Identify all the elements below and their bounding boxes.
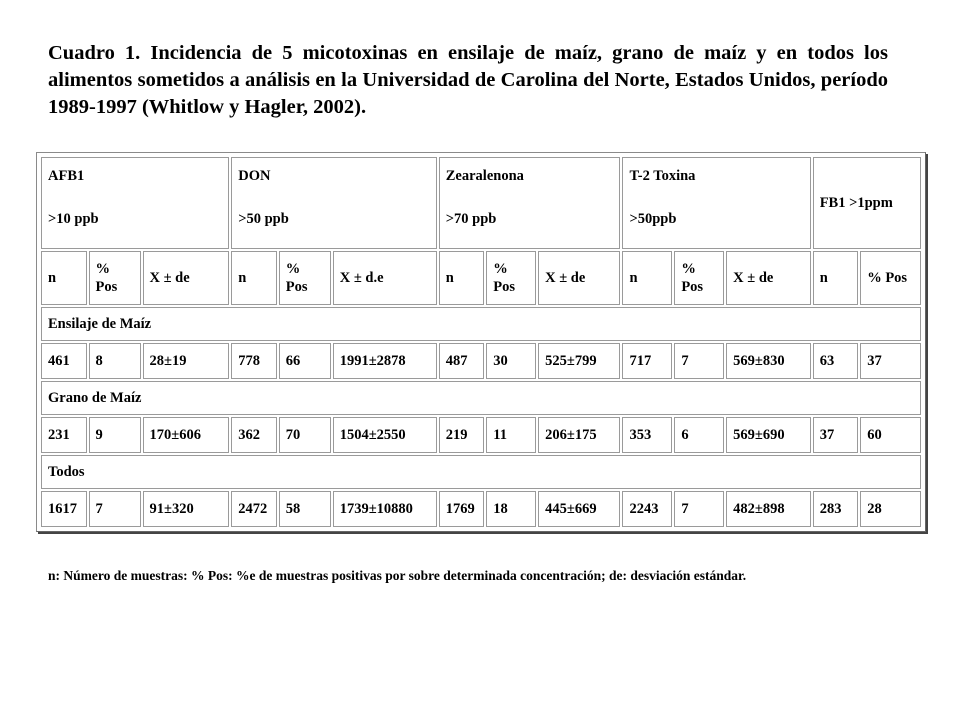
col-pct-pos: % Pos — [89, 251, 141, 305]
table-cell: 1739±10880 — [333, 491, 437, 527]
table-cell: 6 — [674, 417, 724, 453]
table-cell: 778 — [231, 343, 277, 379]
table-cell: 461 — [41, 343, 87, 379]
category-row — [41, 381, 921, 415]
toxin-header-afb1 — [41, 157, 229, 249]
table-cell: 569±830 — [726, 343, 811, 379]
category-label: Grano de Maíz — [41, 381, 921, 415]
toxin-header-t2 — [622, 157, 810, 249]
table-cell: 206±175 — [538, 417, 620, 453]
table-cell: 219 — [439, 417, 485, 453]
table-footnote: n: Número de muestras: % Pos: %e de muestras positivas por sobre determinada concentración; de: desviación estándar. — [48, 568, 747, 583]
table-cell: 37 — [813, 417, 859, 453]
table-cell: 283 — [813, 491, 859, 527]
table-cell: 11 — [486, 417, 536, 453]
table-cell: 362 — [231, 417, 277, 453]
category-label: Todos — [41, 455, 921, 489]
col-n: n — [622, 251, 672, 305]
table-cell: 1504±2550 — [333, 417, 437, 453]
category-label: Ensilaje de Maíz — [41, 307, 921, 341]
table-cell: 9 — [89, 417, 141, 453]
table-cell: 2472 — [231, 491, 277, 527]
table-cell: 30 — [486, 343, 536, 379]
table-cell: 717 — [622, 343, 672, 379]
toxin-name: T-2 Toxina — [629, 168, 696, 184]
col-mean-sd: X ± de — [726, 251, 811, 305]
table-cell: 482±898 — [726, 491, 811, 527]
table-cell: 70 — [279, 417, 331, 453]
data-rows — [41, 307, 921, 527]
table-cell: 91±320 — [143, 491, 230, 527]
table-cell: 569±690 — [726, 417, 811, 453]
table-cell: 18 — [486, 491, 536, 527]
table-cell: 7 — [89, 491, 141, 527]
toxin-header-don — [231, 157, 437, 249]
table-cell: 8 — [89, 343, 141, 379]
table-row — [41, 343, 921, 379]
table-cell: 353 — [622, 417, 672, 453]
toxin-limit: >50 ppb — [238, 211, 289, 227]
table-cell: 37 — [860, 343, 921, 379]
col-pct-pos: % Pos — [486, 251, 536, 305]
table-cell: 63 — [813, 343, 859, 379]
toxin-header-zearalenona — [439, 157, 621, 249]
toxin-limit: >50ppb — [629, 211, 677, 227]
table-cell: 231 — [41, 417, 87, 453]
table-cell: 445±669 — [538, 491, 620, 527]
col-n: n — [439, 251, 485, 305]
col-mean-sd: X ± de — [538, 251, 620, 305]
table-cell: 58 — [279, 491, 331, 527]
table-cell: 487 — [439, 343, 485, 379]
toxin-header-row — [41, 157, 921, 249]
table-cell: 28 — [860, 491, 921, 527]
table-cell: 1991±2878 — [333, 343, 437, 379]
col-n: n — [813, 251, 859, 305]
table-row — [41, 417, 921, 453]
toxin-name: FB1 >1ppm — [819, 194, 893, 211]
toxin-name: DON — [238, 168, 271, 184]
table-cell: 1617 — [41, 491, 87, 527]
table-cell: 2243 — [622, 491, 672, 527]
toxin-name: AFB1 — [48, 168, 85, 184]
col-mean-sd: X ± de — [143, 251, 230, 305]
col-pct-pos: % Pos — [279, 251, 331, 305]
table-cell: 28±19 — [143, 343, 230, 379]
col-mean-sd: X ± d.e — [333, 251, 437, 305]
col-n: n — [41, 251, 87, 305]
table-cell: 60 — [860, 417, 921, 453]
table-cell: 7 — [674, 491, 724, 527]
toxin-limit: >10 ppb — [48, 211, 99, 227]
col-n: n — [231, 251, 277, 305]
col-pct-pos: % Pos — [674, 251, 724, 305]
toxin-limit: >70 ppb — [445, 211, 497, 227]
table-cell: 1769 — [439, 491, 485, 527]
table-caption: Cuadro 1. Incidencia de 5 micotoxinas en ensilaje de maíz, grano de maíz y en todos los alimentos sometidos a análisis en la Universidad de Carolina del Norte, Estados Unidos, período 1989-1997 (Whitlow y Hagler, 2002). — [48, 42, 888, 118]
sub-header-row — [41, 251, 921, 305]
table-row — [41, 491, 921, 527]
table-cell: 170±606 — [143, 417, 230, 453]
table-cell: 66 — [279, 343, 331, 379]
table-cell: 525±799 — [538, 343, 620, 379]
toxin-header-fb1 — [813, 157, 921, 249]
col-pct-pos: % Pos — [860, 251, 921, 305]
mycotoxin-table — [36, 152, 926, 532]
table-cell: 7 — [674, 343, 724, 379]
category-row — [41, 455, 921, 489]
category-row — [41, 307, 921, 341]
toxin-name: Zearalenona — [445, 168, 524, 184]
